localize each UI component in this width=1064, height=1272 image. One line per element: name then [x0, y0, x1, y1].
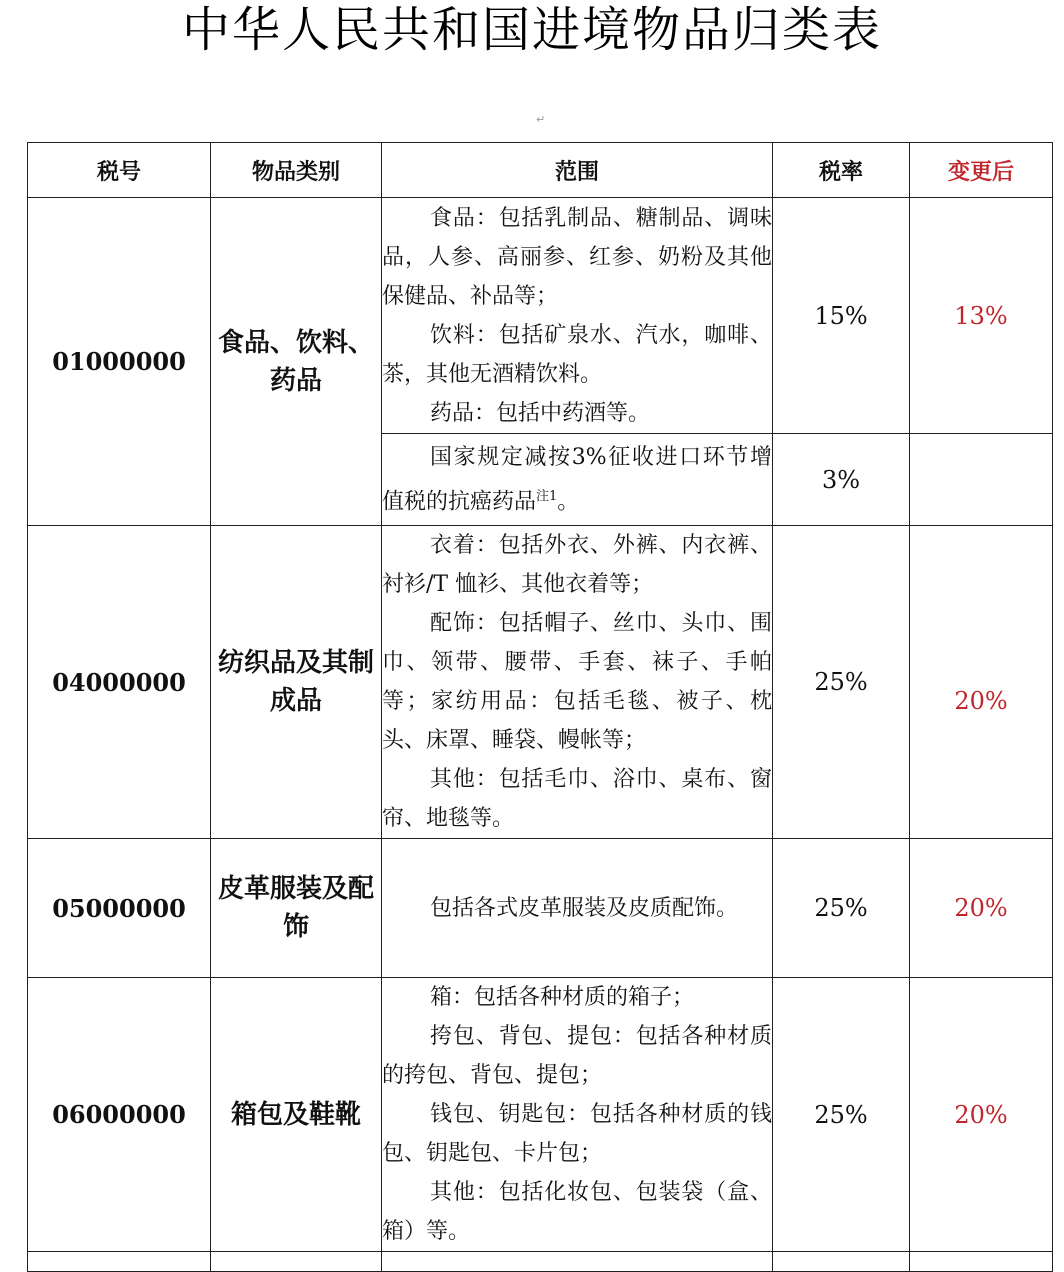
item-category: 纺织品及其制成品 — [211, 526, 382, 839]
document-title: 中华人民共和国进境物品归类表 — [181, 2, 882, 58]
table-row — [28, 526, 1053, 839]
footnote-marker: 注1 — [536, 488, 558, 504]
header-rate: 税率 — [773, 143, 910, 198]
table-row — [28, 978, 1053, 1252]
item-category: 箱包及鞋靴 — [211, 978, 382, 1252]
scope-paragraph: 包括各式皮革服装及皮质配饰。 — [430, 895, 739, 921]
item-category: 皮革服装及配饰 — [211, 839, 382, 978]
scope-cell — [382, 434, 773, 526]
scope-paragraph: 挎包、背包、提包：包括各种材质的挎包、背包、提包； — [382, 1024, 772, 1088]
changed-rate-value: 20% — [954, 687, 1008, 715]
scope-end: 。 — [557, 489, 580, 515]
scope-paragraph: 其他：包括化妆包、包装袋（盒、箱）等。 — [382, 1180, 772, 1244]
header-code: 税号 — [28, 143, 211, 198]
scope-paragraph: 饮料：包括矿泉水、汽水，咖啡、茶，其他无酒精饮料。 — [382, 322, 772, 387]
header-category: 物品类别 — [211, 143, 382, 198]
changed-rate — [910, 978, 1053, 1252]
scope-paragraph: 配饰：包括帽子、丝巾、头巾、围巾、领带、腰带、手套、袜子、手帕等；家纺用品：包括毛毯、被子、枕头、床罩、睡袋、幔帐等； — [382, 611, 772, 753]
table-row — [28, 198, 1053, 434]
tax-code: 06000000 — [28, 978, 211, 1252]
tax-rate: 25% — [773, 526, 910, 839]
scope-paragraph: 药品：包括中药酒等。 — [430, 400, 651, 426]
tax-code: 01000000 — [28, 198, 211, 526]
scope-paragraph: 箱：包括各种材质的箱子； — [430, 985, 695, 1010]
header-changed: 变更后 — [910, 143, 1053, 198]
scope-paragraph: 其他：包括毛巾、浴巾、桌布、窗帘、地毯等。 — [382, 767, 772, 831]
classification-table — [27, 142, 1053, 1272]
changed-rate — [910, 198, 1053, 434]
tax-rate: 25% — [773, 839, 910, 978]
table-row-partial — [28, 1252, 1053, 1272]
table-header-row — [28, 143, 1053, 198]
scope-paragraph — [382, 438, 772, 521]
paragraph-mark: ↵ — [536, 113, 546, 126]
changed-rate-value: 20% — [954, 1100, 1008, 1129]
scope-paragraph: 衣着：包括外衣、外裤、内衣裤、衬衫/T 恤衫、其他衣着等； — [382, 533, 772, 597]
item-category: 食品、饮料、药品 — [211, 198, 382, 526]
tax-rate: 3% — [773, 434, 910, 526]
changed-rate-value: 20% — [954, 894, 1008, 922]
tax-code: 04000000 — [28, 526, 211, 839]
scope-text: 国家规定减按3%征收进口环节增值税的抗癌药品 — [382, 444, 772, 515]
tax-rate: 25% — [773, 978, 910, 1252]
scope-cell — [382, 839, 773, 978]
changed-rate — [910, 434, 1053, 526]
scope-paragraph: 食品：包括乳制品、糖制品、调味品，人参、高丽参、红参、奶粉及其他保健品、补品等； — [382, 205, 772, 309]
changed-rate — [910, 839, 1053, 978]
header-scope: 范围 — [382, 143, 773, 198]
table-row — [28, 839, 1053, 978]
changed-rate — [910, 526, 1053, 839]
changed-rate-value: 13% — [954, 301, 1008, 330]
scope-cell — [382, 526, 773, 839]
tax-rate: 15% — [773, 198, 910, 434]
scope-cell — [382, 978, 773, 1252]
scope-paragraph: 钱包、钥匙包：包括各种材质的钱包、钥匙包、卡片包； — [382, 1102, 772, 1166]
tax-code: 05000000 — [28, 839, 211, 978]
scope-cell — [382, 198, 773, 434]
